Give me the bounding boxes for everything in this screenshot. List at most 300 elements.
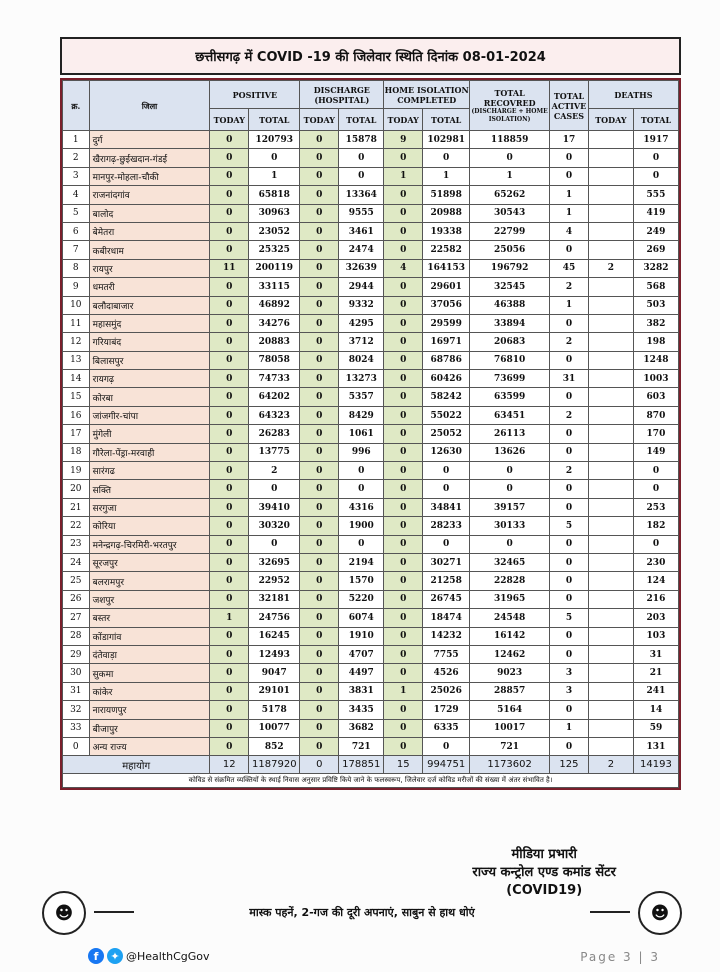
table-row — [63, 462, 679, 480]
cell-home-total: 18474 — [423, 609, 470, 627]
cell-active: 0 — [550, 498, 589, 516]
cell-discharge-today: 0 — [300, 737, 339, 755]
cell-home-today: 0 — [384, 278, 423, 296]
cell-discharge-total: 4497 — [339, 664, 384, 682]
cell-deaths-total: 3282 — [633, 259, 678, 277]
total-row — [63, 756, 679, 774]
cell-recovered: 9023 — [470, 664, 550, 682]
cell-recovered: 0 — [470, 149, 550, 167]
cell-deaths-today — [588, 462, 633, 480]
cell-home-total: 19338 — [423, 222, 470, 240]
cell-recovered: 10017 — [470, 719, 550, 737]
table-row — [63, 701, 679, 719]
cell-positive-today: 0 — [210, 186, 249, 204]
cell-home-total: 0 — [423, 535, 470, 553]
row-sn: 1 — [63, 131, 90, 149]
cell-recovered: 0 — [470, 535, 550, 553]
row-sn: 20 — [63, 480, 90, 498]
cell-positive-total: 852 — [249, 737, 300, 755]
row-sn: 30 — [63, 664, 90, 682]
table-row — [63, 627, 679, 645]
cell-discharge-total: 6074 — [339, 609, 384, 627]
total-label: महायोग — [63, 756, 210, 774]
cell-home-total: 20988 — [423, 204, 470, 222]
row-district: सुकमा — [89, 664, 210, 682]
row-sn: 17 — [63, 425, 90, 443]
cell-recovered: 0 — [470, 480, 550, 498]
cell-discharge-total: 32639 — [339, 259, 384, 277]
cell-positive-today: 0 — [210, 296, 249, 314]
cell-home-total: 34841 — [423, 498, 470, 516]
cell-positive-today: 1 — [210, 609, 249, 627]
cell-home-today: 0 — [384, 462, 423, 480]
row-sn: 29 — [63, 645, 90, 663]
cell-deaths-total: 149 — [633, 443, 678, 461]
cell-home-today: 0 — [384, 149, 423, 167]
cell-positive-today: 0 — [210, 572, 249, 590]
cell-deaths-today — [588, 222, 633, 240]
cell-discharge-total: 721 — [339, 737, 384, 755]
cell-positive-total: 39410 — [249, 498, 300, 516]
cell-active: 0 — [550, 351, 589, 369]
table-row — [63, 609, 679, 627]
header-discharge: DISCHARGE (HOSPITAL) — [300, 81, 384, 109]
cell-positive-total: 32181 — [249, 590, 300, 608]
cell-discharge-total: 1910 — [339, 627, 384, 645]
cell-discharge-total: 0 — [339, 462, 384, 480]
cell-deaths-today — [588, 609, 633, 627]
cell-recovered: 30543 — [470, 204, 550, 222]
cell-positive-total: 46892 — [249, 296, 300, 314]
row-sn: 28 — [63, 627, 90, 645]
cell-deaths-today — [588, 241, 633, 259]
header-discharge-today: TODAY — [300, 109, 339, 131]
cell-discharge-today: 0 — [300, 259, 339, 277]
cell-positive-total: 0 — [249, 149, 300, 167]
cell-active: 0 — [550, 425, 589, 443]
row-district: कबीरधाम — [89, 241, 210, 259]
signature-line-3: (COVID19) — [506, 883, 583, 898]
total-positive-today: 12 — [210, 756, 249, 774]
cell-discharge-today: 0 — [300, 443, 339, 461]
table-row — [63, 535, 679, 553]
cell-home-today: 0 — [384, 572, 423, 590]
cell-deaths-today — [588, 314, 633, 332]
cell-deaths-total: 31 — [633, 645, 678, 663]
header-home-today: TODAY — [384, 109, 423, 131]
cell-discharge-today: 0 — [300, 517, 339, 535]
cell-deaths-today — [588, 370, 633, 388]
total-deaths-total: 14193 — [633, 756, 678, 774]
cell-discharge-total: 3461 — [339, 222, 384, 240]
cell-home-total: 164153 — [423, 259, 470, 277]
cell-discharge-today: 0 — [300, 222, 339, 240]
cell-recovered: 12462 — [470, 645, 550, 663]
slogan-banner — [42, 883, 682, 943]
cell-positive-total: 64323 — [249, 406, 300, 424]
cell-discharge-total: 1900 — [339, 517, 384, 535]
cell-discharge-total: 0 — [339, 149, 384, 167]
cell-recovered: 28857 — [470, 682, 550, 700]
cell-discharge-today: 0 — [300, 553, 339, 571]
cell-deaths-today — [588, 388, 633, 406]
cell-discharge-today: 0 — [300, 370, 339, 388]
cell-home-total: 0 — [423, 480, 470, 498]
cell-active: 0 — [550, 388, 589, 406]
header-total-recovered-sub: (DISCHARGE + HOME ISOLATION) — [471, 107, 548, 123]
cell-active: 0 — [550, 572, 589, 590]
cell-discharge-total: 2194 — [339, 553, 384, 571]
cell-deaths-total: 0 — [633, 535, 678, 553]
cell-discharge-total: 3831 — [339, 682, 384, 700]
cell-positive-total: 10077 — [249, 719, 300, 737]
cell-home-total: 0 — [423, 149, 470, 167]
cell-discharge-today: 0 — [300, 480, 339, 498]
cell-home-total: 55022 — [423, 406, 470, 424]
table-row — [63, 645, 679, 663]
row-sn: 5 — [63, 204, 90, 222]
cell-home-today: 0 — [384, 737, 423, 755]
total-positive-total: 1187920 — [249, 756, 300, 774]
table-row — [63, 664, 679, 682]
table-row — [63, 425, 679, 443]
cell-active: 2 — [550, 278, 589, 296]
cell-deaths-total: 131 — [633, 737, 678, 755]
covid-district-table — [60, 78, 681, 790]
cell-active: 2 — [550, 462, 589, 480]
table-row — [63, 278, 679, 296]
cell-active: 2 — [550, 406, 589, 424]
cell-home-total: 37056 — [423, 296, 470, 314]
cell-discharge-total: 13364 — [339, 186, 384, 204]
cell-deaths-today — [588, 517, 633, 535]
row-sn: 8 — [63, 259, 90, 277]
row-sn: 12 — [63, 333, 90, 351]
header-positive-today: TODAY — [210, 109, 249, 131]
cell-deaths-today — [588, 572, 633, 590]
cell-discharge-total: 3712 — [339, 333, 384, 351]
cell-home-today: 0 — [384, 553, 423, 571]
cell-recovered: 33894 — [470, 314, 550, 332]
facebook-icon[interactable]: f — [88, 948, 104, 964]
cell-recovered: 73699 — [470, 370, 550, 388]
header-total-recovered-label: TOTAL RECOVRED — [483, 87, 536, 108]
cell-home-today: 0 — [384, 480, 423, 498]
cell-active: 0 — [550, 149, 589, 167]
cell-recovered: 63451 — [470, 406, 550, 424]
cell-discharge-total: 8429 — [339, 406, 384, 424]
cell-deaths-total: 419 — [633, 204, 678, 222]
row-sn: 15 — [63, 388, 90, 406]
cell-positive-today: 0 — [210, 388, 249, 406]
cell-discharge-today: 0 — [300, 462, 339, 480]
cell-active: 1 — [550, 296, 589, 314]
cell-home-today: 0 — [384, 314, 423, 332]
social-handle[interactable] — [88, 948, 210, 964]
cell-active: 0 — [550, 590, 589, 608]
row-district: खैरागढ़-छुईखदान-गंडई — [89, 149, 210, 167]
row-sn: 21 — [63, 498, 90, 516]
row-sn: 0 — [63, 737, 90, 755]
cell-recovered: 13626 — [470, 443, 550, 461]
cell-deaths-today — [588, 719, 633, 737]
cell-discharge-today: 0 — [300, 498, 339, 516]
total-discharge-total: 178851 — [339, 756, 384, 774]
cell-recovered: 22799 — [470, 222, 550, 240]
cell-discharge-total: 5357 — [339, 388, 384, 406]
cell-discharge-today: 0 — [300, 351, 339, 369]
cell-home-today: 0 — [384, 370, 423, 388]
table-row — [63, 498, 679, 516]
row-sn: 9 — [63, 278, 90, 296]
cell-discharge-today: 0 — [300, 167, 339, 185]
cell-home-today: 0 — [384, 535, 423, 553]
row-district: सरगुजा — [89, 498, 210, 516]
cell-discharge-total: 15878 — [339, 131, 384, 149]
cell-recovered: 118859 — [470, 131, 550, 149]
cell-recovered: 63599 — [470, 388, 550, 406]
cell-deaths-total: 182 — [633, 517, 678, 535]
cell-home-total: 25052 — [423, 425, 470, 443]
cell-positive-today: 0 — [210, 535, 249, 553]
header-home-isolation: HOME ISOLATION COMPLETED — [384, 81, 470, 109]
cell-recovered: 32545 — [470, 278, 550, 296]
cell-deaths-total: 503 — [633, 296, 678, 314]
table-row — [63, 737, 679, 755]
cell-deaths-total: 216 — [633, 590, 678, 608]
cell-home-total: 12630 — [423, 443, 470, 461]
cell-active: 4 — [550, 222, 589, 240]
cell-recovered: 65262 — [470, 186, 550, 204]
cell-active: 0 — [550, 627, 589, 645]
total-home-today: 15 — [384, 756, 423, 774]
cell-discharge-total: 0 — [339, 535, 384, 553]
cell-recovered: 5164 — [470, 701, 550, 719]
cell-discharge-total: 0 — [339, 167, 384, 185]
row-district: बिलासपुर — [89, 351, 210, 369]
signature-line-2: राज्य कन्ट्रोल एण्ड कमांड सेंटर — [472, 865, 616, 880]
cell-positive-total: 22952 — [249, 572, 300, 590]
cell-home-today: 0 — [384, 425, 423, 443]
row-sn: 2 — [63, 149, 90, 167]
signature-line-1: मीडिया प्रभारी — [511, 847, 577, 862]
cell-active: 0 — [550, 535, 589, 553]
cell-active: 5 — [550, 609, 589, 627]
cell-deaths-total: 203 — [633, 609, 678, 627]
table-row — [63, 296, 679, 314]
cell-deaths-total: 0 — [633, 167, 678, 185]
row-sn: 23 — [63, 535, 90, 553]
cell-positive-total: 12493 — [249, 645, 300, 663]
cell-recovered: 25056 — [470, 241, 550, 259]
cell-positive-today: 0 — [210, 701, 249, 719]
cell-home-total: 0 — [423, 737, 470, 755]
cell-deaths-total: 198 — [633, 333, 678, 351]
cell-positive-today: 0 — [210, 480, 249, 498]
row-sn: 14 — [63, 370, 90, 388]
row-district: नारायणपुर — [89, 701, 210, 719]
cell-discharge-today: 0 — [300, 131, 339, 149]
cell-discharge-today: 0 — [300, 664, 339, 682]
cell-discharge-total: 996 — [339, 443, 384, 461]
cell-deaths-today — [588, 480, 633, 498]
row-district: कोरबा — [89, 388, 210, 406]
cell-recovered: 20683 — [470, 333, 550, 351]
cell-positive-today: 0 — [210, 333, 249, 351]
twitter-icon[interactable]: ✦ — [107, 948, 123, 964]
cell-discharge-total: 13273 — [339, 370, 384, 388]
row-district: कोरिया — [89, 517, 210, 535]
cell-active: 0 — [550, 314, 589, 332]
row-sn: 32 — [63, 701, 90, 719]
cell-discharge-total: 4316 — [339, 498, 384, 516]
cell-positive-total: 74733 — [249, 370, 300, 388]
cell-positive-today: 0 — [210, 370, 249, 388]
cell-home-today: 0 — [384, 351, 423, 369]
cell-discharge-today: 0 — [300, 204, 339, 222]
cell-positive-total: 1 — [249, 167, 300, 185]
cell-recovered: 39157 — [470, 498, 550, 516]
row-district: बस्तर — [89, 609, 210, 627]
cell-positive-total: 9047 — [249, 664, 300, 682]
header-sn: क्र. — [63, 81, 90, 131]
cell-deaths-today — [588, 186, 633, 204]
cell-deaths-today — [588, 664, 633, 682]
cell-home-total: 60426 — [423, 370, 470, 388]
cell-home-total: 28233 — [423, 517, 470, 535]
cell-deaths-total: 124 — [633, 572, 678, 590]
cell-positive-today: 0 — [210, 443, 249, 461]
cell-discharge-total: 4707 — [339, 645, 384, 663]
page-title: छत्तीसगढ़ में COVID -19 की जिलेवार स्थिति दिनांक 08-01-2024 — [60, 37, 681, 75]
cell-deaths-today — [588, 701, 633, 719]
cell-home-total: 29601 — [423, 278, 470, 296]
table-row — [63, 259, 679, 277]
cell-active: 31 — [550, 370, 589, 388]
cell-positive-total: 13775 — [249, 443, 300, 461]
row-sn: 3 — [63, 167, 90, 185]
mask-face-icon: ☻ — [42, 891, 86, 935]
cell-positive-today: 0 — [210, 351, 249, 369]
table-row — [63, 553, 679, 571]
page-number: Page 3 | 3 — [580, 950, 660, 964]
total-discharge-today: 0 — [300, 756, 339, 774]
row-sn: 4 — [63, 186, 90, 204]
cell-positive-today: 0 — [210, 314, 249, 332]
cell-positive-today: 0 — [210, 517, 249, 535]
cell-discharge-today: 0 — [300, 682, 339, 700]
cell-discharge-total: 1061 — [339, 425, 384, 443]
cell-positive-today: 0 — [210, 682, 249, 700]
header-active-cases: TOTAL ACTIVE CASES — [550, 81, 589, 131]
cell-positive-today: 0 — [210, 131, 249, 149]
header-deaths-total: TOTAL — [633, 109, 678, 131]
cell-positive-total: 120793 — [249, 131, 300, 149]
cell-positive-today: 0 — [210, 664, 249, 682]
cell-discharge-today: 0 — [300, 296, 339, 314]
cell-active: 0 — [550, 737, 589, 755]
row-district: अन्य राज्य — [89, 737, 210, 755]
cell-discharge-total: 3435 — [339, 701, 384, 719]
cell-recovered: 0 — [470, 462, 550, 480]
table-row — [63, 314, 679, 332]
cell-deaths-total: 241 — [633, 682, 678, 700]
cell-recovered: 31965 — [470, 590, 550, 608]
cell-home-today: 1 — [384, 167, 423, 185]
cell-home-today: 0 — [384, 627, 423, 645]
cell-deaths-total: 59 — [633, 719, 678, 737]
cell-active: 1 — [550, 719, 589, 737]
cell-deaths-total: 0 — [633, 480, 678, 498]
cell-home-today: 9 — [384, 131, 423, 149]
cell-active: 0 — [550, 241, 589, 259]
cell-positive-today: 0 — [210, 645, 249, 663]
cell-discharge-total: 0 — [339, 480, 384, 498]
cell-home-total: 21258 — [423, 572, 470, 590]
cell-deaths-today — [588, 443, 633, 461]
cell-recovered: 721 — [470, 737, 550, 755]
cell-home-total: 6335 — [423, 719, 470, 737]
header-discharge-total: TOTAL — [339, 109, 384, 131]
cell-positive-total: 0 — [249, 535, 300, 553]
cell-deaths-today — [588, 627, 633, 645]
row-sn: 26 — [63, 590, 90, 608]
cell-positive-today: 0 — [210, 737, 249, 755]
header-deaths: DEATHS — [588, 81, 678, 109]
cell-home-total: 22582 — [423, 241, 470, 259]
cell-positive-total: 32695 — [249, 553, 300, 571]
row-sn: 33 — [63, 719, 90, 737]
cell-positive-total: 20883 — [249, 333, 300, 351]
cell-deaths-today — [588, 131, 633, 149]
cell-discharge-today: 0 — [300, 609, 339, 627]
table-row — [63, 167, 679, 185]
row-district: कोंडागांव — [89, 627, 210, 645]
cell-home-total: 4526 — [423, 664, 470, 682]
cell-positive-today: 0 — [210, 241, 249, 259]
cell-deaths-today — [588, 425, 633, 443]
cell-positive-today: 0 — [210, 627, 249, 645]
cell-deaths-total: 568 — [633, 278, 678, 296]
cell-active: 3 — [550, 664, 589, 682]
cell-discharge-today: 0 — [300, 406, 339, 424]
row-district: मनेन्द्रगढ़-चिरमिरी-भरतपुर — [89, 535, 210, 553]
row-sn: 7 — [63, 241, 90, 259]
cell-discharge-total: 8024 — [339, 351, 384, 369]
cell-discharge-today: 0 — [300, 149, 339, 167]
cell-active: 0 — [550, 701, 589, 719]
cell-positive-total: 23052 — [249, 222, 300, 240]
cell-recovered: 16142 — [470, 627, 550, 645]
cell-recovered: 76810 — [470, 351, 550, 369]
cell-recovered: 30133 — [470, 517, 550, 535]
row-district: बलरामपुर — [89, 572, 210, 590]
header-home-total: TOTAL — [423, 109, 470, 131]
mask-face-icon: ☻ — [638, 891, 682, 935]
row-sn: 18 — [63, 443, 90, 461]
table-row — [63, 186, 679, 204]
cell-home-total: 0 — [423, 462, 470, 480]
cell-positive-total: 0 — [249, 480, 300, 498]
table-row — [63, 682, 679, 700]
cell-positive-total: 16245 — [249, 627, 300, 645]
cell-recovered: 1 — [470, 167, 550, 185]
arrow-right-icon — [590, 911, 630, 913]
row-district: महासमुंद — [89, 314, 210, 332]
row-sn: 19 — [63, 462, 90, 480]
cell-deaths-today — [588, 296, 633, 314]
header-district: जिला — [89, 81, 210, 131]
